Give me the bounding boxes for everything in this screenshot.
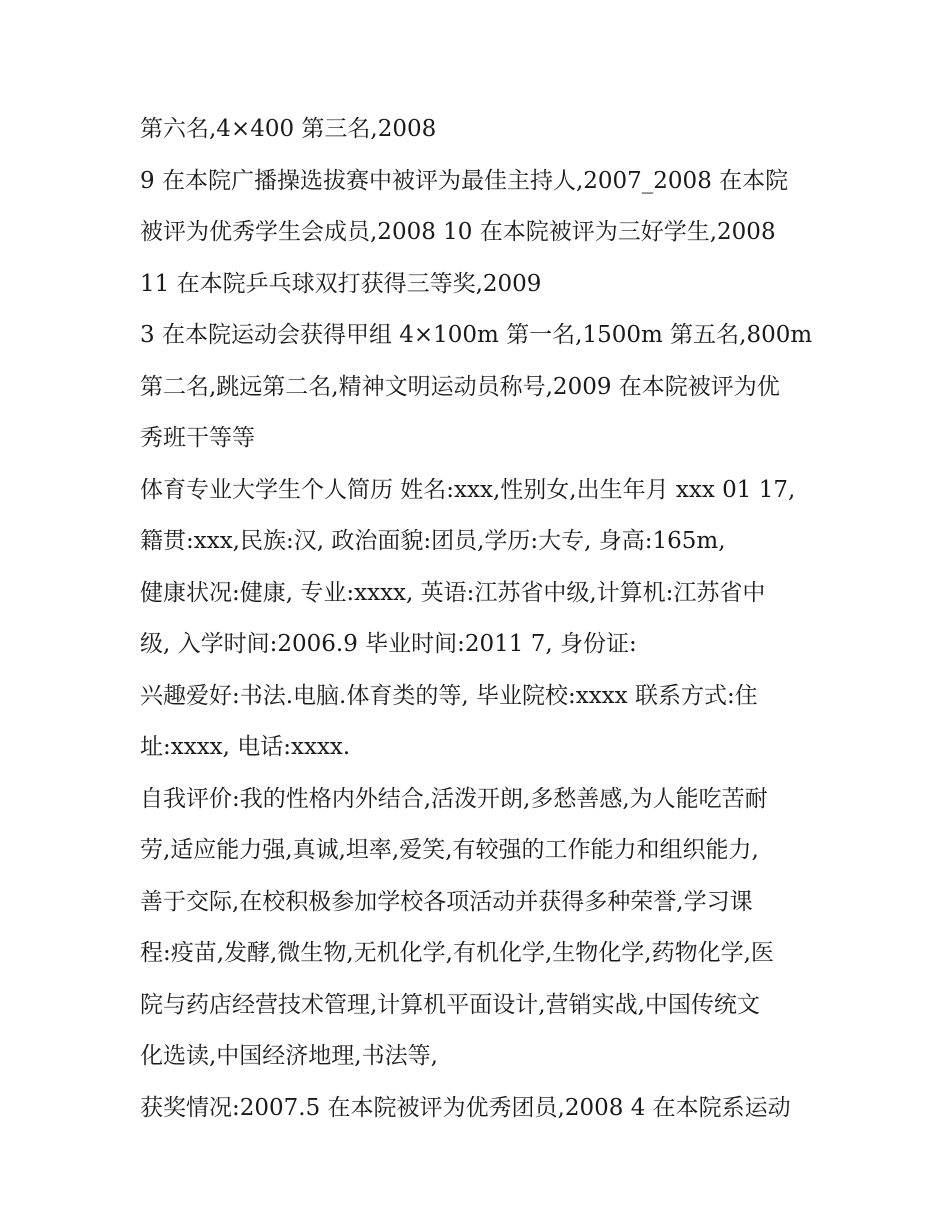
text-line: 劳,适应能力强,真诚,坦率,爱笑,有较强的工作能力和组织能力, bbox=[140, 837, 759, 863]
text-line: 善于交际,在校积极参加学校各项活动并获得多种荣誉,学习课 bbox=[140, 888, 753, 915]
text-line: 第二名,跳远第二名,精神文明运动员称号,2009 在本院被评为优 bbox=[140, 373, 780, 400]
text-line: 被评为优秀学生会成员,2008 10 在本院被评为三好学生,2008 bbox=[140, 219, 776, 245]
text-line: 健康状况:健康, 专业:xxxx, 英语:江苏省中级,计算机:江苏省中 bbox=[140, 579, 766, 606]
text-line: 体育专业大学生个人简历 姓名:xxx,性别女,出生年月 xxx 01 17, bbox=[140, 476, 796, 503]
text-line: 址:xxxx, 电话:xxxx. bbox=[140, 734, 351, 760]
text-line: 获奖情况:2007.5 在本院被评为优秀团员,2008 4 在本院系运动 bbox=[140, 1094, 791, 1121]
text-line: 籍贯:xxx,民族:汉, 政治面貌:团员,学历:大专, 身高:165m, bbox=[140, 528, 726, 554]
document-body bbox=[140, 104, 820, 1134]
text-line: 兴趣爱好:书法.电脑.体育类的等, 毕业院校:xxxx 联系方式:住 bbox=[140, 682, 758, 709]
text-line: 秀班干等等 bbox=[140, 425, 255, 451]
text-line: 9 在本院广播操选拔赛中被评为最佳主持人,2007_2008 在本院 bbox=[140, 167, 789, 194]
text-line: 院与药店经营技术管理,计算机平面设计,营销实战,中国传统文 bbox=[140, 991, 760, 1018]
text-line: 第六名,4×400 第三名,2008 bbox=[140, 116, 437, 142]
text-line: 自我评价:我的性格内外结合,活泼开朗,多愁善感,为人能吃苦耐 bbox=[140, 785, 768, 812]
text-line: 3 在本院运动会获得甲组 4×100m 第一名,1500m 第五名,800m bbox=[140, 322, 813, 348]
text-line: 11 在本院乒乓球双打获得三等奖,2009 bbox=[140, 270, 542, 297]
text-line: 级, 入学时间:2006.9 毕业时间:2011 7, 身份证: bbox=[140, 631, 637, 657]
text-line: 化选读,中国经济地理,书法等, bbox=[140, 1043, 438, 1069]
text-line: 程:疫苗,发酵,微生物,无机化学,有机化学,生物化学,药物化学,医 bbox=[140, 940, 774, 966]
